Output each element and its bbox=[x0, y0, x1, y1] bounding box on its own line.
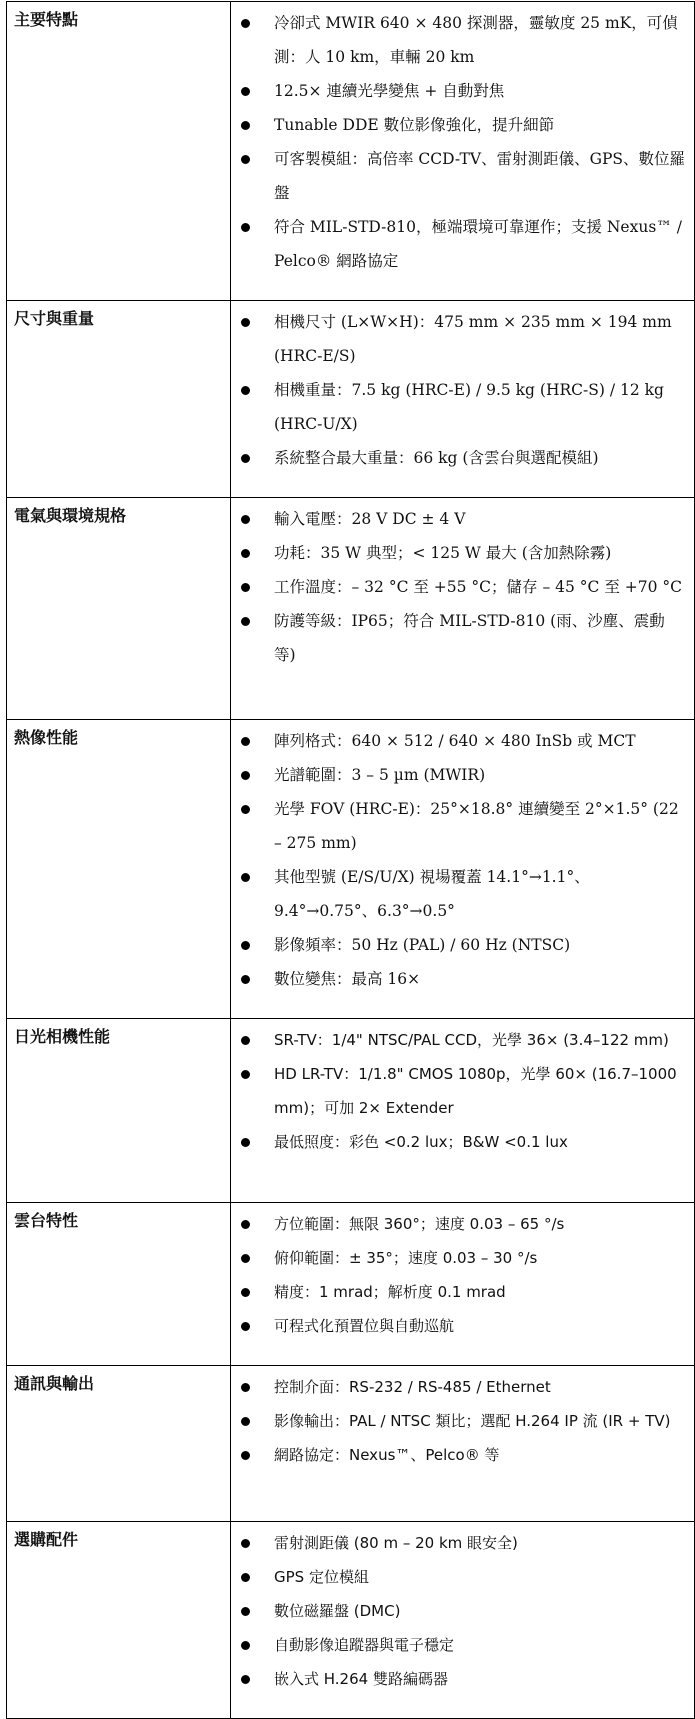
list-item-text: 相機重量：7.5 kg (HRC-E) / 9.5 kg (HRC-S) / 12 kg (HRC-U/X) bbox=[274, 381, 664, 433]
list-item-text: SR-TV：1/4" NTSC/PAL CCD，光學 36× (3.4–122 mm) bbox=[274, 1031, 669, 1049]
bullet-icon bbox=[241, 1417, 250, 1426]
list-item-text: Tunable DDE 數位影像強化，提升細節 bbox=[274, 116, 555, 134]
bullet-list bbox=[231, 301, 694, 497]
spec-row bbox=[7, 301, 695, 498]
list-item bbox=[231, 1023, 686, 1057]
category-cell bbox=[7, 720, 231, 1019]
bullet-icon bbox=[241, 975, 250, 984]
bullet-icon bbox=[241, 223, 250, 232]
list-item-text: 符合 MIL-STD-810，極端環境可靠運作；支援 Nexus™ / Pelco® 網路協定 bbox=[274, 218, 682, 270]
category-label: 通訊與輸出 bbox=[14, 1374, 95, 1393]
list-item-text: 雷射測距儀 (80 m – 20 km 眼安全) bbox=[274, 1534, 518, 1552]
list-item bbox=[231, 1438, 686, 1472]
list-item bbox=[231, 1404, 686, 1438]
list-item-text: 控制介面：RS-232 / RS-485 / Ethernet bbox=[274, 1378, 551, 1396]
bullet-icon bbox=[241, 1641, 250, 1650]
bullet-list bbox=[231, 2, 694, 300]
list-item bbox=[231, 1594, 686, 1628]
category-cell bbox=[7, 2, 231, 301]
bullet-icon bbox=[241, 1675, 250, 1684]
list-item-text: 光譜範圍：3 – 5 µm (MWIR) bbox=[274, 766, 486, 784]
items-cell bbox=[231, 1522, 695, 1719]
list-item bbox=[231, 373, 686, 441]
bullet-icon bbox=[241, 1539, 250, 1548]
bullet-icon bbox=[241, 771, 250, 780]
category-label: 尺寸與重量 bbox=[14, 309, 95, 328]
spec-row bbox=[7, 498, 695, 720]
list-item bbox=[231, 792, 686, 860]
list-item bbox=[231, 1370, 686, 1404]
list-item-text: 網路協定：Nexus™、Pelco® 等 bbox=[274, 1446, 500, 1464]
list-item bbox=[231, 1207, 686, 1241]
list-item bbox=[231, 502, 686, 536]
spec-table bbox=[6, 1, 695, 1719]
items-cell bbox=[231, 301, 695, 498]
spec-row bbox=[7, 2, 695, 301]
items-cell bbox=[231, 2, 695, 301]
list-item bbox=[231, 570, 686, 604]
list-item bbox=[231, 724, 686, 758]
items-cell bbox=[231, 720, 695, 1019]
category-label: 雲台特性 bbox=[14, 1211, 79, 1230]
list-item-text: GPS 定位模組 bbox=[274, 1568, 369, 1586]
bullet-icon bbox=[241, 1288, 250, 1297]
bullet-icon bbox=[241, 1220, 250, 1229]
bullet-list bbox=[231, 1522, 694, 1718]
bullet-icon bbox=[241, 1036, 250, 1045]
list-item bbox=[231, 536, 686, 570]
list-item bbox=[231, 758, 686, 792]
list-item-text: 防護等級：IP65；符合 MIL-STD-810 (雨、沙塵、震動等) bbox=[274, 612, 665, 664]
list-item-text: 工作溫度：– 32 °C 至 +55 °C；儲存 – 45 °C 至 +70 °C bbox=[274, 578, 683, 596]
list-item-text: 相機尺寸 (L×W×H)：475 mm × 235 mm × 194 mm (HRC-E/S) bbox=[274, 313, 672, 365]
list-item bbox=[231, 1628, 686, 1662]
list-item bbox=[231, 962, 686, 996]
list-item bbox=[231, 1275, 686, 1309]
items-cell bbox=[231, 1203, 695, 1366]
list-item-text: 冷卻式 MWIR 640 × 480 探測器，靈敏度 25 mK，可偵測：人 10 km，車輛 20 km bbox=[274, 14, 678, 66]
category-label: 日光相機性能 bbox=[14, 1027, 111, 1046]
bullet-icon bbox=[241, 19, 250, 28]
bullet-list bbox=[231, 720, 694, 1018]
category-cell bbox=[7, 1019, 231, 1203]
bullet-icon bbox=[241, 1138, 250, 1147]
list-item-text: 數位變焦：最高 16× bbox=[274, 970, 421, 988]
category-cell bbox=[7, 1366, 231, 1522]
list-item bbox=[231, 604, 686, 672]
category-label: 熱像性能 bbox=[14, 728, 79, 747]
list-item bbox=[231, 928, 686, 962]
bullet-icon bbox=[241, 873, 250, 882]
items-cell bbox=[231, 1366, 695, 1522]
list-item bbox=[231, 1526, 686, 1560]
bullet-icon bbox=[241, 1607, 250, 1616]
list-item bbox=[231, 6, 686, 74]
bullet-icon bbox=[241, 155, 250, 164]
list-item-text: 方位範圍：無限 360°；速度 0.03 – 65 °/s bbox=[274, 1215, 565, 1233]
list-item bbox=[231, 1560, 686, 1594]
spec-row bbox=[7, 1522, 695, 1719]
list-item bbox=[231, 305, 686, 373]
list-item-text: 影像輸出：PAL / NTSC 類比；選配 H.264 IP 流 (IR + TV) bbox=[274, 1412, 671, 1430]
spec-row bbox=[7, 720, 695, 1019]
list-item-text: 可程式化預置位與自動巡航 bbox=[274, 1317, 455, 1335]
bullet-icon bbox=[241, 1383, 250, 1392]
bullet-icon bbox=[241, 941, 250, 950]
bullet-icon bbox=[241, 1573, 250, 1582]
list-item bbox=[231, 74, 686, 108]
bullet-icon bbox=[241, 1254, 250, 1263]
category-label: 電氣與環境規格 bbox=[14, 506, 127, 525]
bullet-icon bbox=[241, 1322, 250, 1331]
list-item bbox=[231, 1241, 686, 1275]
bullet-icon bbox=[241, 386, 250, 395]
list-item-text: 精度：1 mrad；解析度 0.1 mrad bbox=[274, 1283, 506, 1301]
items-cell bbox=[231, 498, 695, 720]
bullet-icon bbox=[241, 737, 250, 746]
bullet-icon bbox=[241, 318, 250, 327]
list-item bbox=[231, 142, 686, 210]
bullet-icon bbox=[241, 454, 250, 463]
list-item-text: 自動影像追蹤器與電子穩定 bbox=[274, 1636, 455, 1654]
list-item-text: HD LR-TV：1/1.8" CMOS 1080p，光學 60× (16.7–1000 mm)；可加 2× Extender bbox=[274, 1065, 677, 1117]
bullet-icon bbox=[241, 121, 250, 130]
list-item-text: 12.5× 連續光學變焦 + 自動對焦 bbox=[274, 82, 505, 100]
list-item-text: 陣列格式：640 × 512 / 640 × 480 InSb 或 MCT bbox=[274, 732, 636, 750]
list-item-text: 其他型號 (E/S/U/X) 視場覆蓋 14.1°→1.1°、9.4°→0.75°、6.3°→0.5° bbox=[274, 868, 590, 920]
bullet-icon bbox=[241, 1070, 250, 1079]
spec-row bbox=[7, 1366, 695, 1522]
list-item-text: 功耗：35 W 典型；< 125 W 最大 (含加熱除霧) bbox=[274, 544, 612, 562]
list-item bbox=[231, 1309, 686, 1343]
spec-row bbox=[7, 1019, 695, 1203]
category-label: 選購配件 bbox=[14, 1530, 79, 1549]
list-item bbox=[231, 108, 686, 142]
bullet-list bbox=[231, 1019, 694, 1181]
list-item bbox=[231, 441, 686, 475]
list-item-text: 數位磁羅盤 (DMC) bbox=[274, 1602, 401, 1620]
list-item-text: 影像頻率：50 Hz (PAL) / 60 Hz (NTSC) bbox=[274, 936, 571, 954]
bullet-icon bbox=[241, 87, 250, 96]
spec-table-body bbox=[7, 2, 695, 1719]
category-cell bbox=[7, 301, 231, 498]
bullet-icon bbox=[241, 805, 250, 814]
category-cell bbox=[7, 1203, 231, 1366]
category-cell bbox=[7, 498, 231, 720]
bullet-icon bbox=[241, 515, 250, 524]
list-item-text: 最低照度：彩色 <0.2 lux；B&W <0.1 lux bbox=[274, 1133, 568, 1151]
list-item-text: 輸入電壓：28 V DC ± 4 V bbox=[274, 510, 466, 528]
list-item bbox=[231, 1057, 686, 1125]
bullet-icon bbox=[241, 617, 250, 626]
category-cell bbox=[7, 1522, 231, 1719]
bullet-icon bbox=[241, 1451, 250, 1460]
list-item-text: 光學 FOV (HRC-E)：25°×18.8° 連續變至 2°×1.5° (22 – 275 mm) bbox=[274, 800, 679, 852]
list-item bbox=[231, 1125, 686, 1159]
items-cell bbox=[231, 1019, 695, 1203]
bullet-list bbox=[231, 498, 694, 694]
list-item-text: 系統整合最大重量：66 kg (含雲台與選配模組) bbox=[274, 449, 599, 467]
bullet-list bbox=[231, 1203, 694, 1365]
category-label: 主要特點 bbox=[14, 10, 79, 29]
spec-row bbox=[7, 1203, 695, 1366]
bullet-icon bbox=[241, 549, 250, 558]
list-item bbox=[231, 210, 686, 278]
bullet-icon bbox=[241, 583, 250, 592]
list-item bbox=[231, 860, 686, 928]
bullet-list bbox=[231, 1366, 694, 1494]
list-item-text: 可客製模組：高倍率 CCD-TV、雷射測距儀、GPS、數位羅盤 bbox=[274, 150, 686, 202]
list-item-text: 嵌入式 H.264 雙路編碼器 bbox=[274, 1670, 448, 1688]
list-item-text: 俯仰範圍：± 35°；速度 0.03 – 30 °/s bbox=[274, 1249, 538, 1267]
list-item bbox=[231, 1662, 686, 1696]
